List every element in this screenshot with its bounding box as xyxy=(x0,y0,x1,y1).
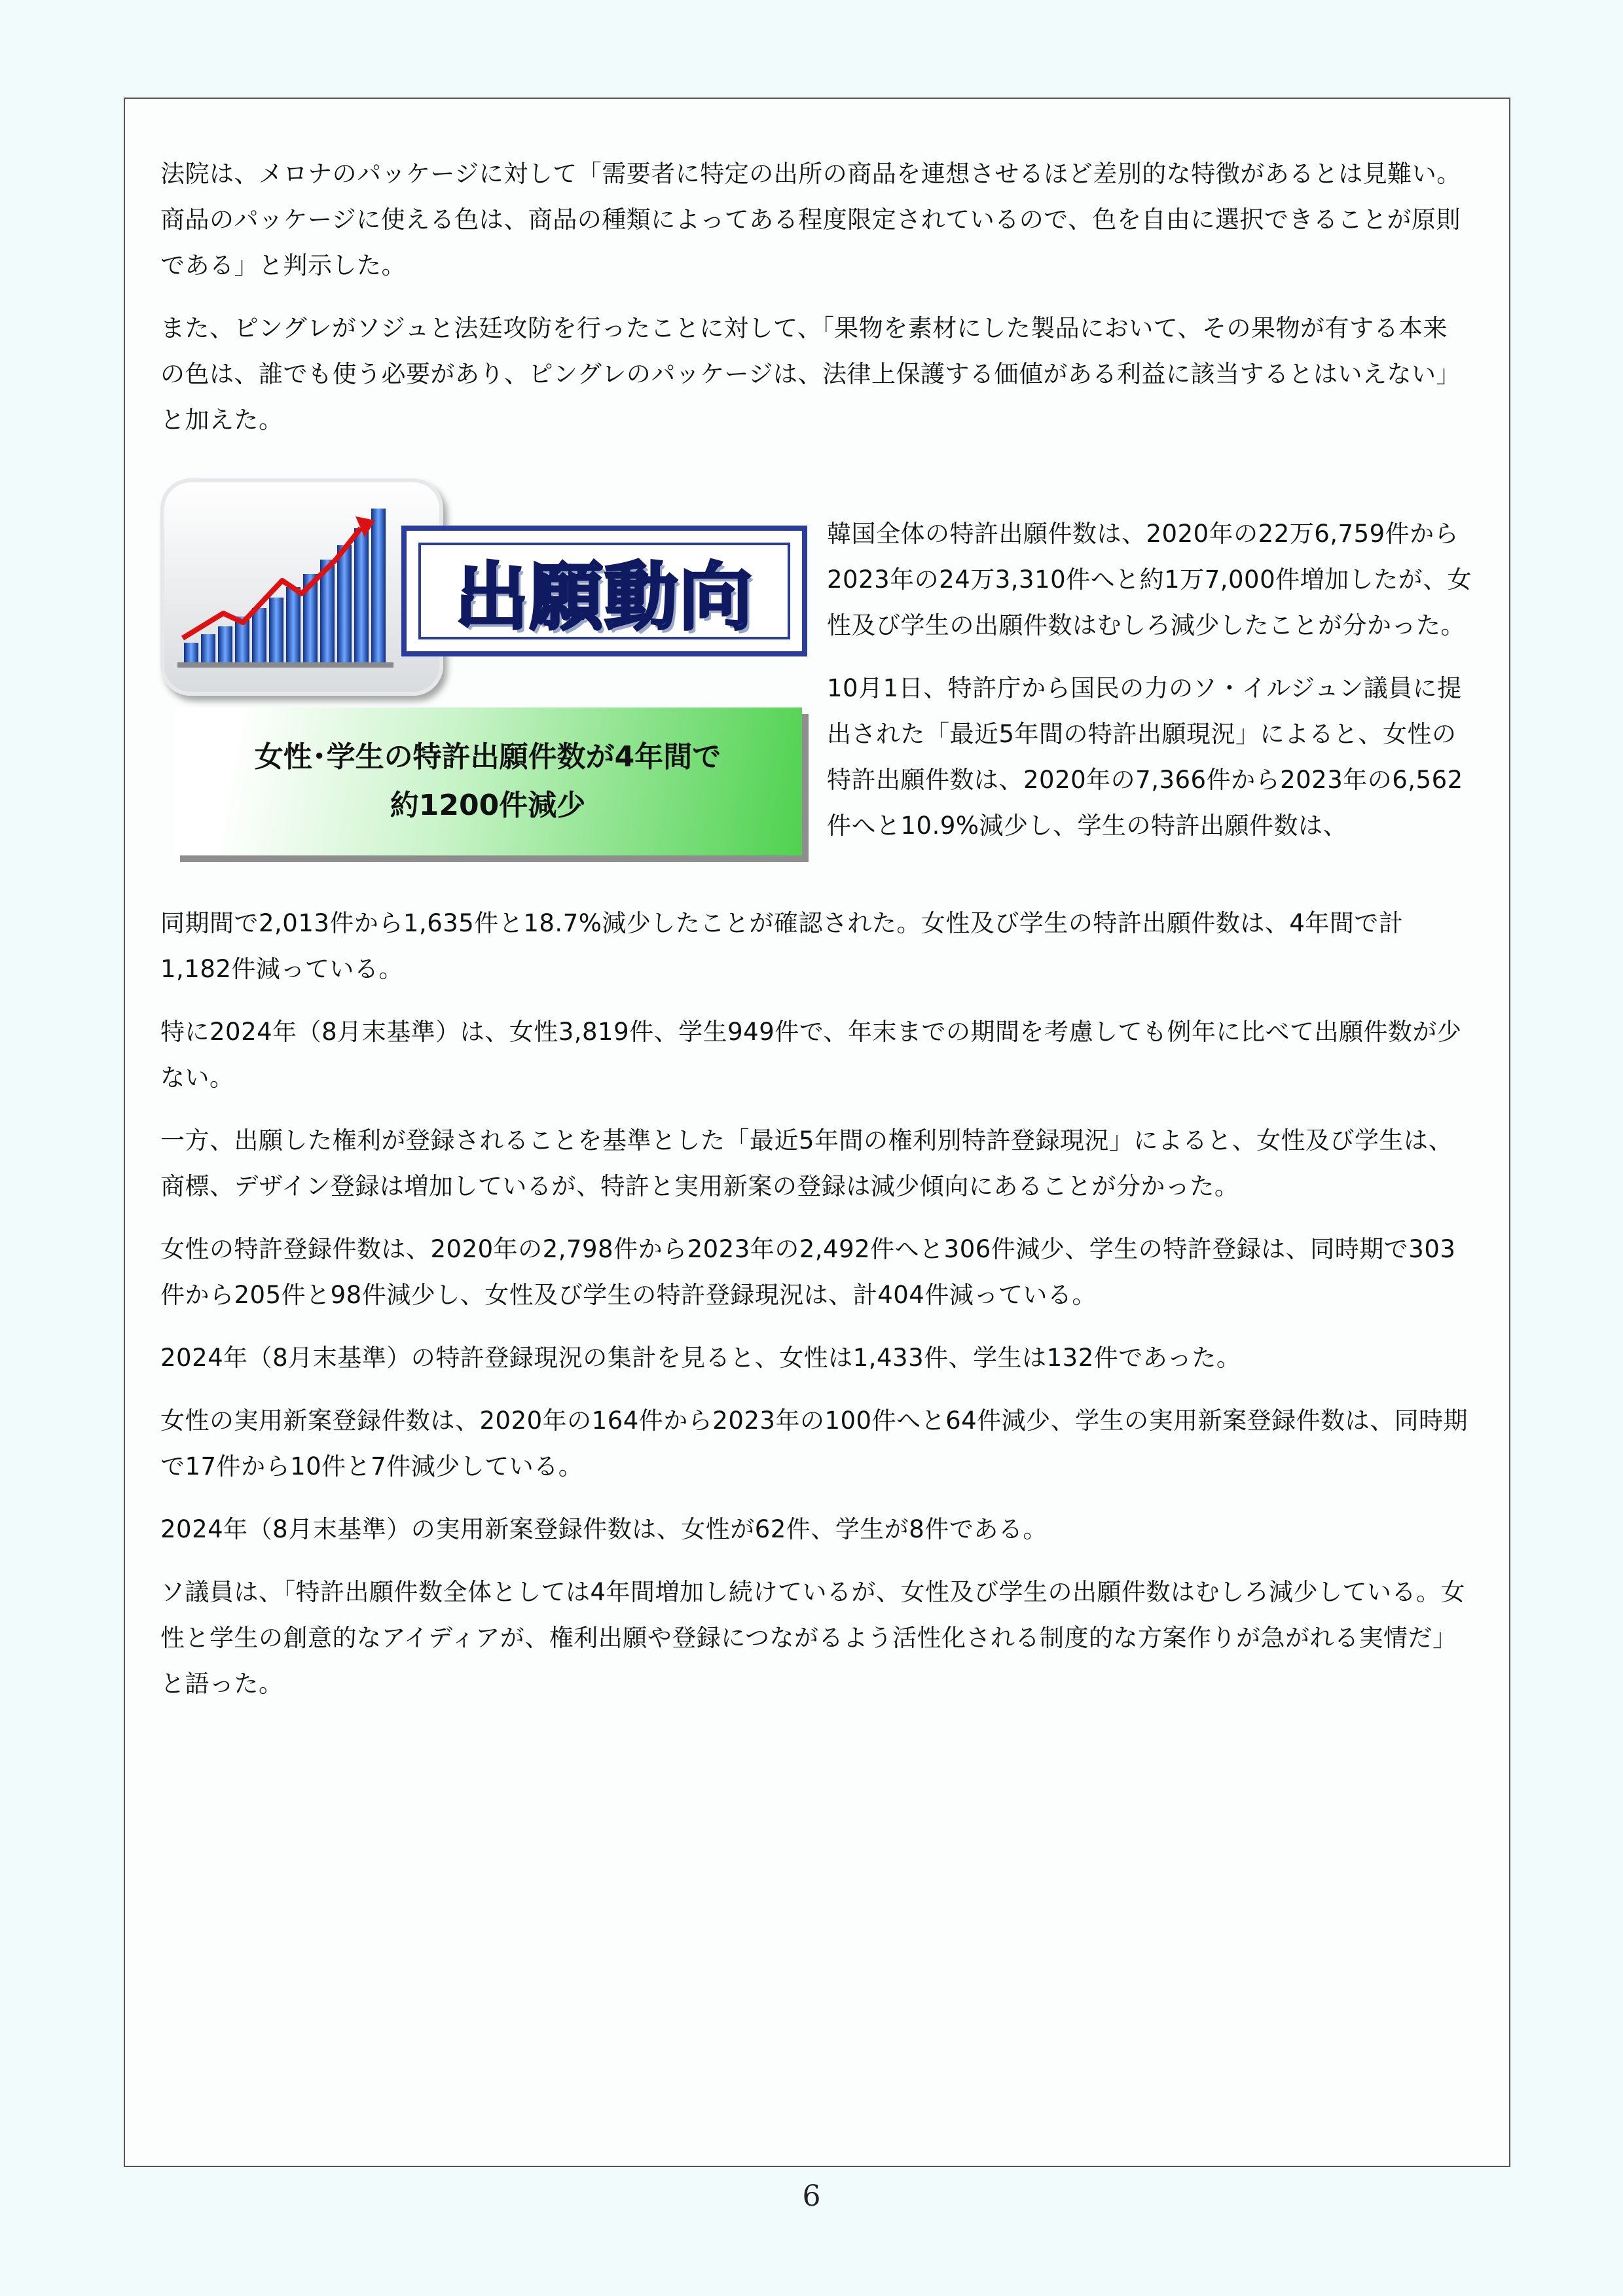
page-number: 6 xyxy=(802,2179,821,2213)
paragraph: 韓国全体の特許出願件数は、2020年の22万6,759件から2023年の24万3,310件へと約1万7,000件増加したが、女性及び学生の出願件数はむしろ減少したことが分かった。 xyxy=(827,520,1472,639)
paragraph: 10月1日、特許庁から国民の力のソ・イルジュン議員に提出された「最近5年間の特許出願現況」によると、女性の特許出願件数は、2020年の7,366件から2023年の6,562件へと10.9%減少し、学生の特許出願件数は、 xyxy=(827,674,1463,840)
paragraph: 2024年（8月末基準）の実用新案登録件数は、女性が62件、学生が8件である。 xyxy=(160,1515,1048,1543)
section-title: 出願動向 xyxy=(455,554,754,640)
paragraph: 2024年（8月末基準）の特許登録現況の集計を見ると、女性は1,433件、学生は132件であった。 xyxy=(160,1344,1241,1372)
paragraph: また、ピングレがソジュと法廷攻防を行ったことに対して、「果物を素材にした製品において、その果物が有する本来の色は、誰でも使う必要があり、ピングレのパッケージは、法律上保護する価値がある利益に該当するとはいえない」と加えた。 xyxy=(160,314,1461,434)
paragraph: 女性の特許登録件数は、2020年の2,798件から2023年の2,492件へと306件減少、学生の特許登録は、同時期で303件から205件と98件減少し、女性及び学生の特許登録現況は、計404件減っている。 xyxy=(160,1235,1456,1309)
subtitle-line: 女性･学生の特許出願件数が4年間で xyxy=(254,740,721,774)
paragraph: ソ議員は、「特許出願件数全体としては4年間増加し続けているが、女性及び学生の出願件数はむしろ減少している。女性と学生の創意的なアイディアが、権利出願や登録につながるよう活性化される制度的な方案作りが急がれる実情だ」と語った。 xyxy=(160,1578,1466,1698)
title-banner xyxy=(401,526,807,656)
paragraph: 法院は、メロナのパッケージに対して「需要者に特定の出所の商品を連想させるほど差別的な特徴があるとは見難い。商品のパッケージに使える色は、商品の種類によってある程度限定されているので、色を自由に選択できることが原則である」と判示した。 xyxy=(160,160,1461,279)
intro-text xyxy=(160,151,1470,460)
paragraph: 特に2024年（8月末基準）は、女性3,819件、学生949件で、年末までの期間を考慮しても例年に比べて出願件数が少ない。 xyxy=(160,1018,1462,1092)
paragraph: 女性の実用新案登録件数は、2020年の164件から2023年の100件へと64件減少、学生の実用新案登録件数は、同時期で17件から10件と7件減少している。 xyxy=(160,1407,1468,1480)
title-banner-inner xyxy=(418,543,790,639)
subtitle-line: 約1200件減少 xyxy=(390,789,586,822)
page-frame xyxy=(124,98,1510,2167)
subtitle-banner xyxy=(173,708,802,855)
paragraph: 一方、出願した権利が登録されることを基準とした「最近5年間の権利別特許登録現況」によると、女性及び学生は、商標、デザイン登録は増加しているが、特許と実用新案の登録は減少傾向にあることが分かった。 xyxy=(160,1126,1453,1200)
wrapped-text xyxy=(827,511,1475,849)
body-text xyxy=(160,901,1470,1724)
paragraph: 同期間で2,013件から1,635件と18.7%減少したことが確認された。女性及び学生の特許出願件数は、4年間で計1,182件減っている。 xyxy=(160,909,1404,983)
